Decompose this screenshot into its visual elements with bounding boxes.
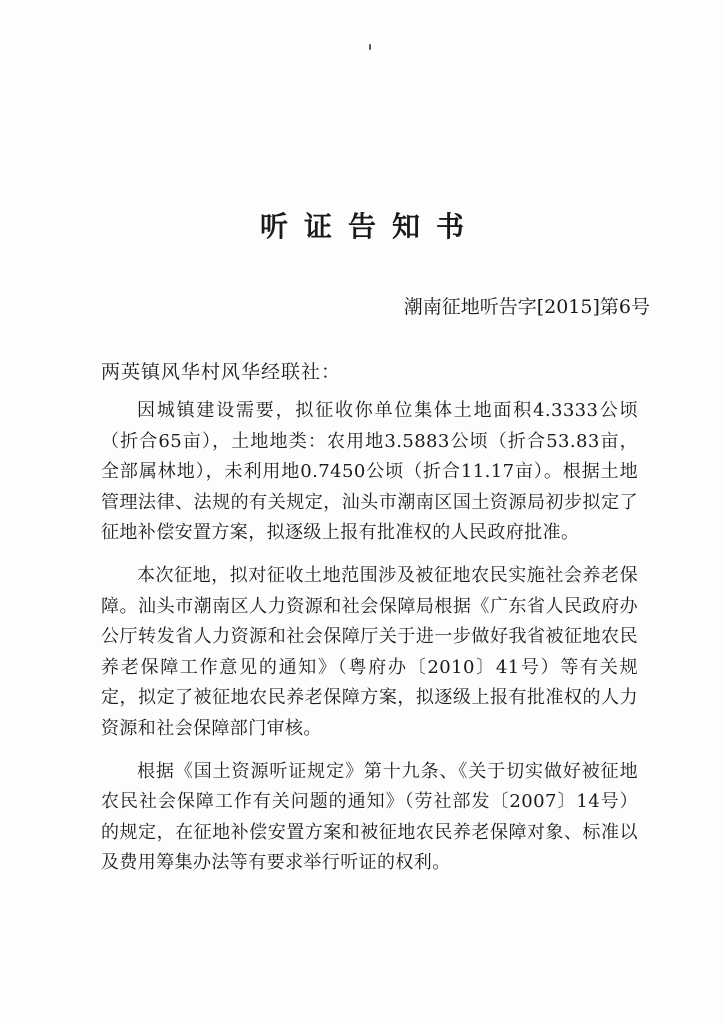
paragraph-3: 根据《国土资源听证规定》第十九条、《关于切实做好被征地农民社会保障工作有关问题的通知》（劳社部发〔2007〕14号）的规定，在征地补偿安置方案和被征地农民养老保障对象、标准以及费用筹集办法等有要求举行听证的权利。 [101,760,638,874]
scan-mark [369,44,371,50]
document-title: 听证告知书 [259,210,480,243]
document-body [101,396,638,891]
paragraph-2: 本次征地，拟对征收土地范围涉及被征地农民实施社会养老保障。汕头市潮南区人力资源和社会保障局根据《广东省人民政府办公厅转发省人力资源和社会保障厅关于进一步做好我省被征地农民养老保障工作意见的通知》（粤府办〔2010〕41号）等有关规定，拟定了被征地农民养老保障方案，拟逐级上报有批准权的人力资源和社会保障部门审核。 [101,564,638,739]
addressee: 两英镇风华村风华经联社： [101,361,342,383]
document-number: 潮南征地听告字[2015]第6号 [403,296,650,318]
paragraph-1: 因城镇建设需要，拟征收你单位集体土地面积4.3333公顷（折合65亩），土地地类：农用地3.5883公顷（折合53.83亩，全部属林地），未利用地0.7450公顷（折合11.17亩）。根据土地管理法律、法规的有关规定，汕头市潮南区国土资源局初步拟定了征地补偿安置方案，拟逐级上报有批准权的人民政府批准。 [101,400,638,544]
